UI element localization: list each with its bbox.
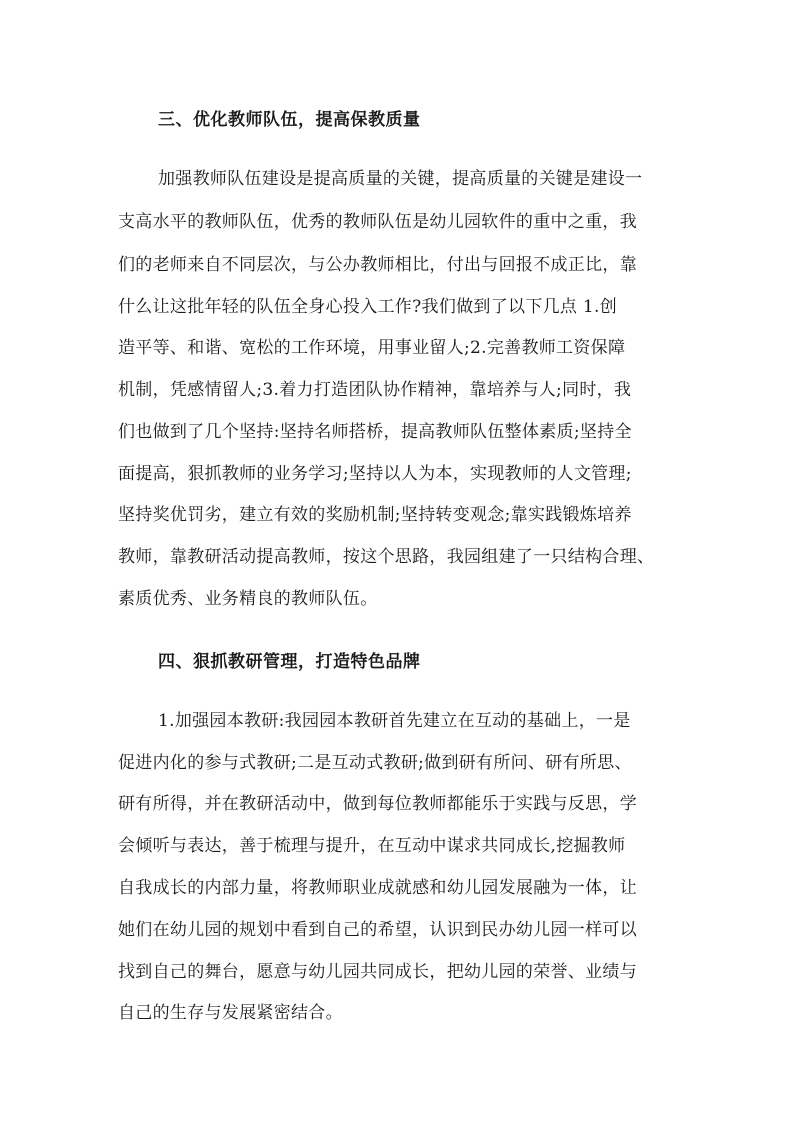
paragraph-line: 面提高，狠抓教师的业务学习;坚持以人为本，实现教师的人文管理;: [118, 464, 632, 484]
paragraph-line: 教师，靠教研活动提高教师，按这个思路，我园组建了一只结构合理、: [118, 547, 655, 567]
paragraph-line: 们的老师来自不同层次，与公办教师相比，付出与回报不成正比，靠: [118, 255, 637, 275]
paragraph-line: 素质优秀、业务精良的教师队伍。: [118, 589, 378, 609]
paragraph-line: 们也做到了几个坚持:坚持名师搭桥，提高教师队伍整体素质;坚持全: [118, 422, 632, 442]
paragraph-line: 支高水平的教师队伍，优秀的教师队伍是幼儿园软件的重中之重，我: [118, 212, 637, 232]
section-4-heading: 四、狠抓教研管理，打造特色品牌: [158, 652, 421, 672]
paragraph-line: 研有所得，并在教研活动中，做到每位教师都能乐于实践与反思，学: [118, 794, 637, 814]
paragraph-line: 什么让这批年轻的队伍全身心投入工作?我们做到了以下几点 1.创: [118, 297, 618, 317]
paragraph-line: 自己的生存与发展紧密结合。: [118, 1003, 343, 1023]
paragraph-line: 促进内化的参与式教研;二是互动式教研;做到研有所问、研有所思、: [118, 753, 632, 773]
paragraph-line: 坚持奖优罚劣，建立有效的奖励机制;坚持转变观念;靠实践锻炼培养: [118, 505, 632, 525]
paragraph-line: 自我成长的内部力量，将教师职业成就感和幼儿园发展融为一体，让: [118, 878, 637, 898]
paragraph-line: 找到自己的舞台，愿意与幼儿园共同成长，把幼儿园的荣誉、业绩与: [118, 962, 637, 982]
paragraph-line: 造平等、和谐、宽松的工作环境，用事业留人;2.完善教师工资保障: [118, 338, 626, 358]
paragraph-line: 1.加强园本教研:我园园本教研首先建立在互动的基础上，一是: [158, 711, 631, 731]
section-3-heading: 三、优化教师队伍，提高保教质量: [158, 110, 421, 130]
paragraph-line: 机制，凭感情留人;3.着力打造团队协作精神，靠培养与人;同时，我: [118, 380, 632, 400]
paragraph-line: 会倾听与表达，善于梳理与提升，在互动中谋求共同成长,挖掘教师: [118, 836, 626, 856]
paragraph-line: 加强教师队伍建设是提高质量的关键，提高质量的关键是建设一: [158, 169, 643, 189]
paragraph-line: 她们在幼儿园的规划中看到自己的希望，认识到民办幼儿园一样可以: [118, 920, 637, 940]
